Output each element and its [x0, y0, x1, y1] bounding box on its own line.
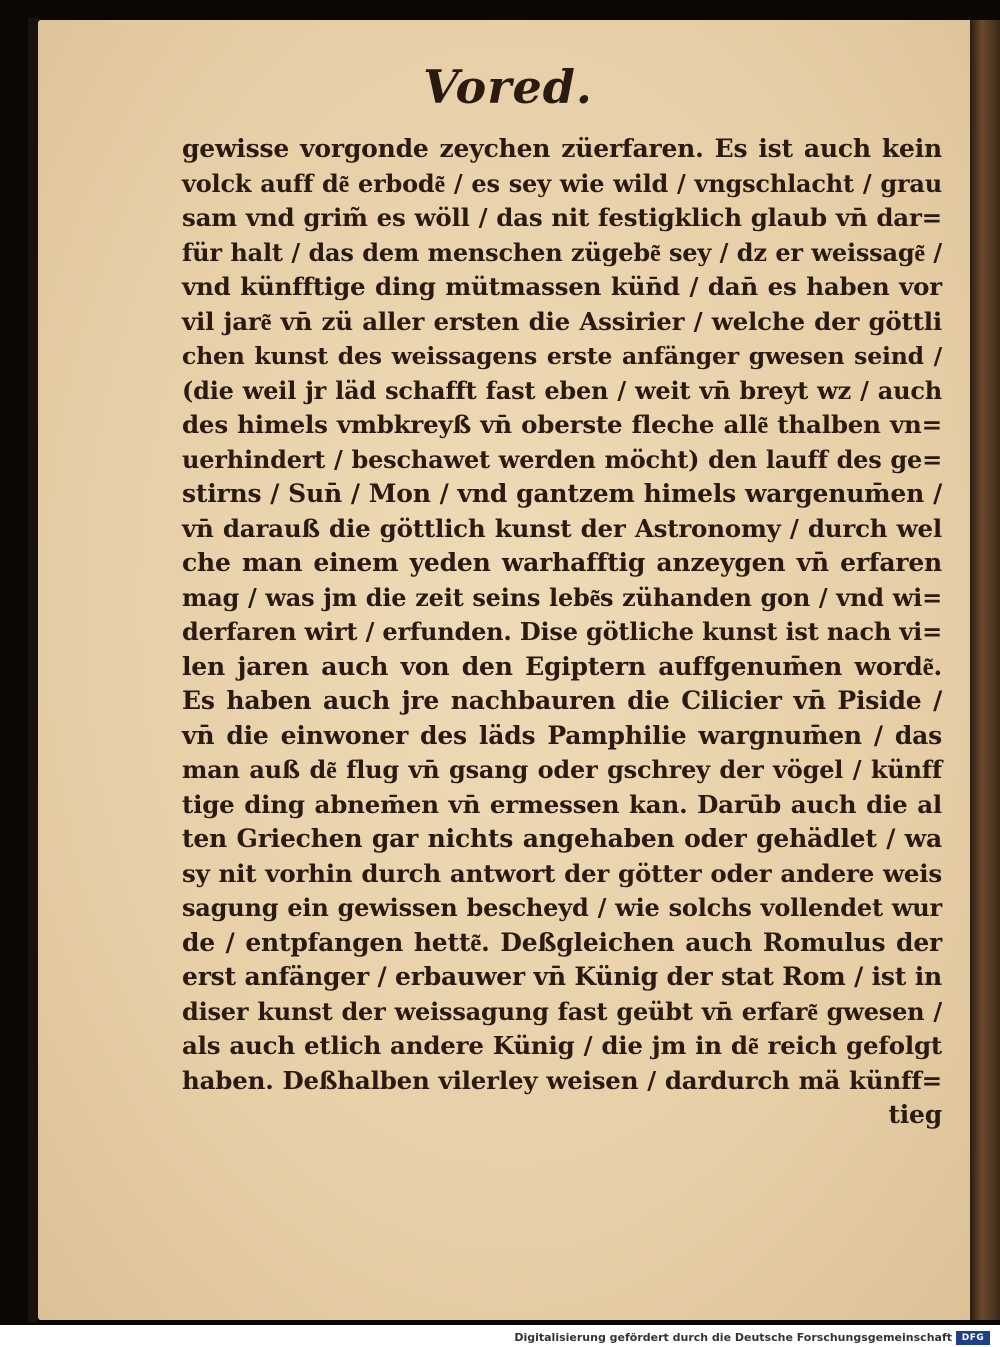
text-line-2: volck auff de͂ erbode͂ / es sey wie wild / vngschlacht / grau [182, 168, 942, 198]
text-line-15: derfaren wirt / erfunden. Dise götliche kunst ist nach vi= [182, 617, 942, 646]
catchword: tieg [888, 1100, 942, 1129]
book-page [38, 20, 978, 1320]
text-line-18: vn̄ die einwoner des läds Pamphilie wargnum̄en / das [182, 720, 942, 750]
text-line-23: sagung ein gewissen bescheyd / wie solchs vollendet wur [182, 893, 942, 922]
dfg-logo: DFG [956, 1331, 990, 1345]
text-line-1: gewisse vorgonde zeychen züerfaren. Es ist auch kein [182, 134, 942, 163]
text-line-14: mag / was jm die zeit seins lebe͂s zühanden gon / vnd wi= [182, 582, 942, 612]
text-line-6: vil jare͂ vn̄ zü aller ersten die Assirier / welche der göttli [182, 306, 942, 336]
text-line-28: haben. Deßhalben vilerley weisen / dardurch mä künff= [182, 1065, 942, 1095]
text-line-16: len jaren auch von den Egiptern auffgenum̄en worde͂. [182, 651, 942, 681]
text-line-8: (die weil jr läd schafft fast eben / weit vn̄ breyt wz / auch [182, 375, 942, 405]
text-line-7: chen kunst des weissagens erste anfänger gwesen seind / [182, 342, 942, 370]
text-line-26: diser kunst der weissagung fast geübt vn̄ erfare͂ gwesen / [182, 996, 942, 1026]
text-line-27: als auch etlich andere Künig / die jm in de͂ reich gefolgt [182, 1031, 942, 1060]
text-line-10: uerhindert / beschawet werden möcht) den lauff des ge= [182, 444, 942, 474]
footer-bar [0, 1330, 1000, 1347]
body-text [182, 132, 942, 1133]
text-line-19: man auß de͂ flug vn̄ gsang oder gschrey der vögel / künff [182, 755, 942, 784]
running-head: Vored. [423, 60, 593, 114]
funding-credit: Digitalisierung gefördert durch die Deutsche Forschungsgemeinschaft [514, 1331, 952, 1344]
page-gutter-shadow [28, 18, 38, 1322]
text-line-5: vnd künfftige ding mütmassen kün̄d / dan̄ es haben vor [182, 272, 942, 301]
text-line-13: che man einem yeden warhafftig anzeygen vn̄ erfaren [182, 548, 942, 577]
text-line-11: stirns / Sun̄ / Mon / vnd gantzem himels wargenum̄en / [182, 479, 942, 508]
text-line-24: de / entpfangen hette͂. Deßgleichen auch Romulus der [182, 927, 942, 957]
text-line-22: sy nit vorhin durch antwort der götter oder andere weis [182, 858, 942, 888]
text-line-3: sam vnd grim̃ es wöll / das nit festigklich glaub vn̄ dar= [182, 203, 942, 232]
book-edge [970, 20, 1000, 1320]
text-line-21: ten Griechen gar nichts angehaben oder gehädlet / wa [182, 824, 942, 853]
text-line-4: für halt / das dem menschen zügebe͂ sey / dz er weissage͂ / [182, 237, 942, 267]
text-line-25: erst anfänger / erbauwer vn̄ Künig der stat Rom / ist in [182, 962, 942, 991]
text-line-20: tige ding abnem̄en vn̄ ermessen kan. Darūb auch die al [182, 789, 942, 819]
text-line-12: vn̄ darauß die göttlich kunst der Astronomy / durch wel [182, 513, 942, 543]
text-line-9: des himels vmbkreyß vn̄ oberste fleche alle͂ thalben vn= [182, 410, 942, 439]
text-line-17: Es haben auch jre nachbauren die Cilicier vn̄ Piside / [182, 686, 942, 715]
